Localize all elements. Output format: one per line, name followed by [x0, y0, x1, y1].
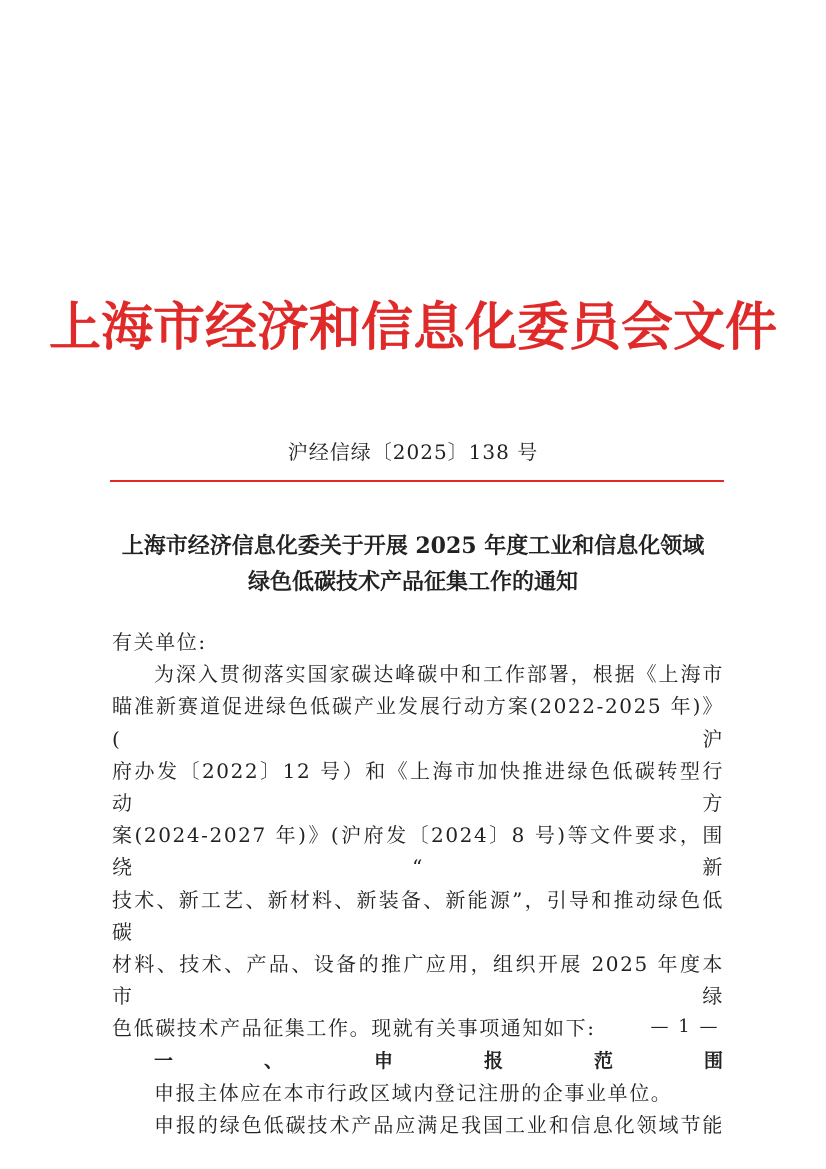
notice-title — [0, 528, 826, 600]
intro-line: 案(2024-2027 年)》(沪府发〔2024〕8 号)等文件要求，围绕“新 — [112, 823, 724, 880]
section-heading: 一、申报范围 — [154, 1049, 724, 1072]
notice-title-line-1: 上海市经济信息化委关于开展 2025 年度工业和信息化领域 — [121, 533, 705, 559]
intro-line: 瞄准新赛道促进绿色低碳产业发展行动方案(2022-2025 年)》(沪 — [112, 694, 724, 751]
section-paragraph: 申报的绿色低碳技术产品应满足我国工业和信息化领域节能 — [154, 1113, 724, 1138]
section-paragraph: 申报主体应在本市行政区域内登记注册的企事业单位。 — [154, 1080, 673, 1105]
issuer-title: 上海市经济和信息化委员会文件 — [48, 297, 777, 358]
page-number: — 1 — — [650, 1016, 720, 1037]
intro-line: 色低碳技术产品征集工作。现就有关事项通知如下: — [112, 1016, 596, 1041]
red-divider-line — [110, 480, 724, 482]
notice-title-line-2: 绿色低碳技术产品征集工作的通知 — [247, 569, 578, 595]
intro-line: 为深入贯彻落实国家碳达峰碳中和工作部署，根据《上海市 — [154, 662, 724, 687]
notice-body — [112, 626, 724, 1141]
intro-line: 府办发〔2022〕12 号）和《上海市加快推进绿色低碳转型行动方 — [112, 758, 724, 816]
intro-line: 材料、技术、产品、设备的推广应用，组织开展 2025 年度本市绿 — [112, 952, 724, 1009]
salutation: 有关单位: — [112, 630, 207, 654]
document-number: 沪经信绿〔2025〕138 号 — [287, 440, 539, 464]
intro-line: 技术、新工艺、新材料、新装备、新能源”，引导和推动绿色低碳 — [112, 887, 724, 944]
